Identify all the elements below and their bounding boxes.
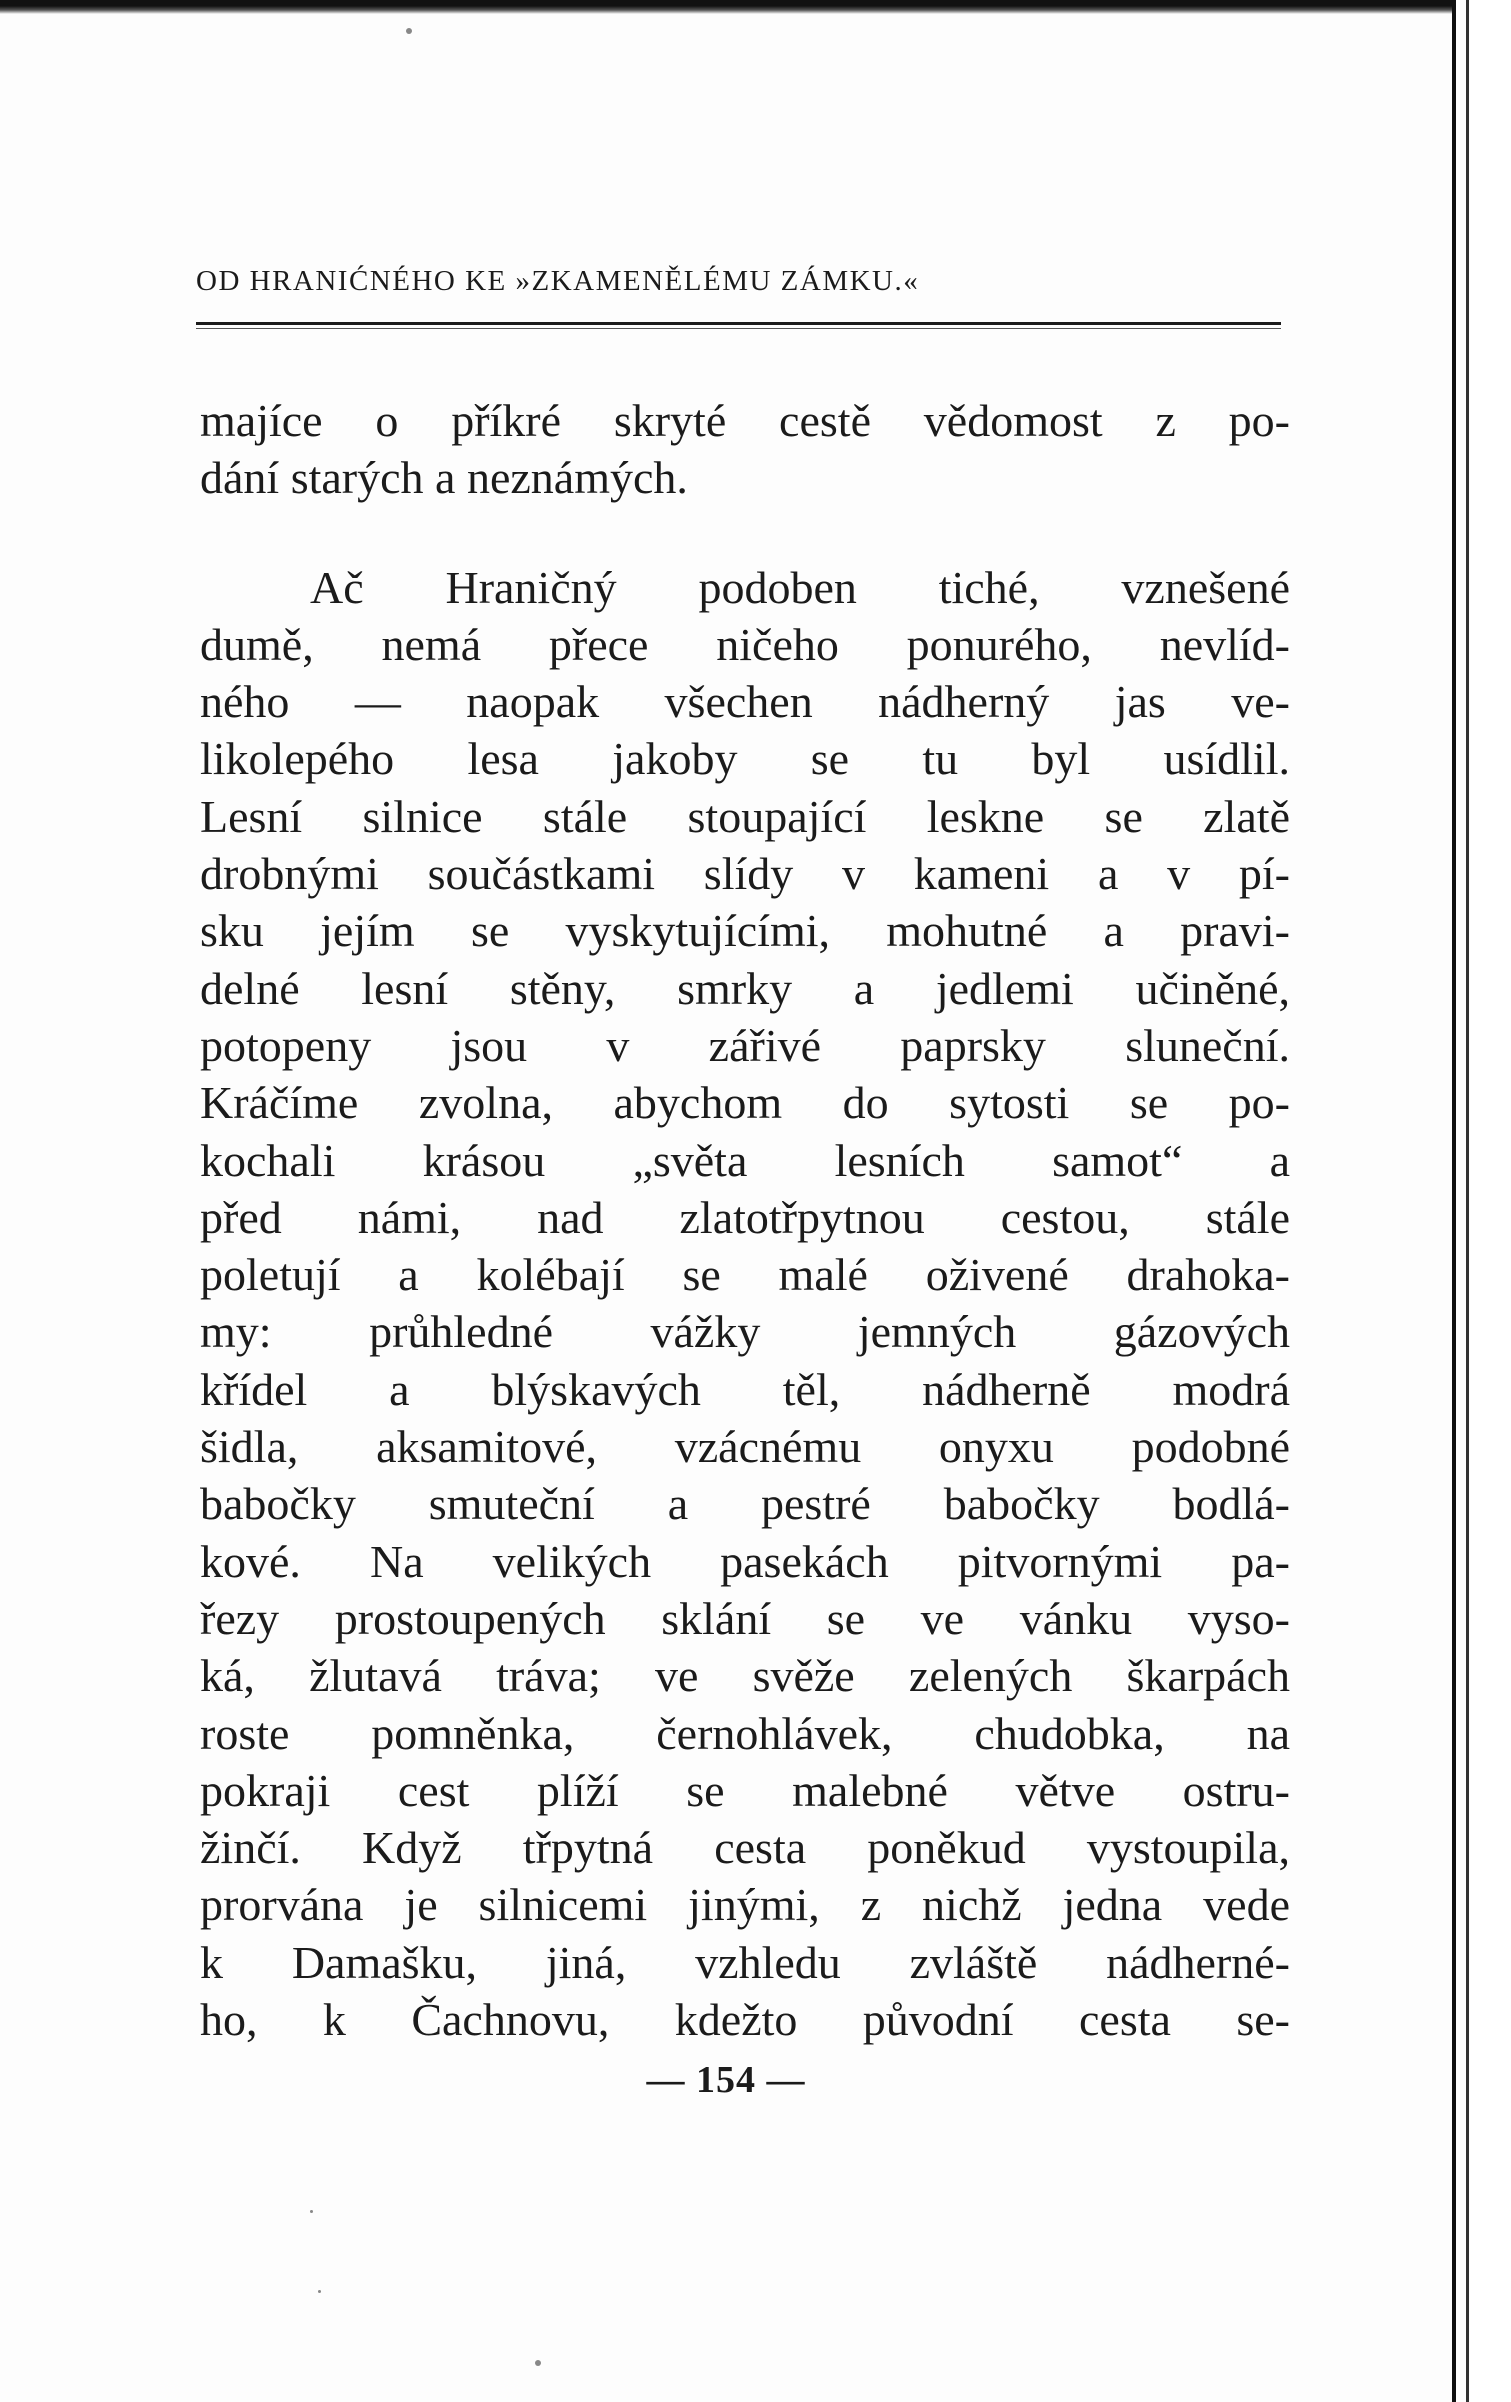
text-line: likolepého lesa jakoby se tu byl usídlil. — [200, 733, 1290, 785]
text-line: dání starých a neznámých. — [200, 452, 688, 504]
scan-top-edge — [0, 0, 1511, 14]
text-line: drobnými součástkami slídy v kameni a v pí- — [200, 848, 1290, 900]
text-line: pokraji cest plíží se malebné větve ostru- — [200, 1764, 1290, 1816]
text-line: ho, k Čachnovu, kdežto původní cesta se- — [200, 1994, 1290, 2046]
text-line: Kráčíme zvolna, abychom do sytosti se po- — [200, 1077, 1290, 1129]
text-line: poletují a kolébají se malé oživené drahoka- — [200, 1249, 1290, 1301]
scan-right-edge — [1452, 0, 1511, 2402]
text-line: k Damašku, jiná, vzhledu zvláště nádherné- — [200, 1936, 1290, 1988]
text-line: před námi, nad zlatotřpytnou cestou, stále — [200, 1191, 1290, 1243]
text-line: my: průhledné vážky jemných gázových — [200, 1306, 1290, 1358]
text-line: sku jejím se vyskytujícími, mohutné a pravi- — [200, 905, 1290, 957]
text-line: ného — naopak všechen nádherný jas ve- — [200, 676, 1290, 728]
scan-speck — [318, 2290, 321, 2293]
running-head: OD HRANIĆNÉHO KE »ZKAMENĚLÉMU ZÁMKU.« — [196, 265, 920, 297]
text-line: dumě, nemá přece ničeho ponurého, nevlíd- — [200, 618, 1290, 670]
text-line: žinčí. Když třpytná cesta poněkud vystoupila, — [200, 1822, 1290, 1874]
text-line: babočky smuteční a pestré babočky bodlá- — [200, 1478, 1290, 1530]
text-line: šidla, aksamitové, vzácnému onyxu podobné — [200, 1421, 1290, 1473]
text-line: řezy prostoupených sklání se ve vánku vyso- — [200, 1592, 1290, 1644]
text-line: delné lesní stěny, smrky a jedlemi učiněné, — [200, 962, 1290, 1014]
text-line: křídel a blýskavých těl, nádherně modrá — [200, 1363, 1290, 1415]
text-line: Ač Hraničný podoben tiché, vznešené — [310, 561, 1290, 613]
text-line: roste pomněnka, černohlávek, chudobka, na — [200, 1707, 1290, 1759]
header-rule-thin — [196, 328, 1281, 329]
body-text — [200, 392, 1290, 2048]
text-line: potopeny jsou v zářivé paprsky sluneční. — [200, 1019, 1290, 1071]
text-line: kochali krásou „světa lesních samot“ a — [200, 1134, 1290, 1186]
scan-speck — [310, 2210, 313, 2213]
header-rule — [196, 322, 1281, 325]
page-number: — 154 — — [646, 2059, 806, 2101]
text-line: ká, žlutavá tráva; ve svěže zelených škarpách — [200, 1650, 1290, 1702]
text-line: kové. Na velikých pasekách pitvornými pa- — [200, 1535, 1290, 1587]
scan-speck — [406, 28, 412, 34]
text-line: prorvána je silnicemi jinými, z nichž jedna vede — [200, 1879, 1290, 1931]
text-line: majíce o příkré skryté cestě vědomost z po- — [200, 395, 1290, 446]
scan-speck — [535, 2360, 541, 2366]
text-line: Lesní silnice stále stoupající leskne se zlatě — [200, 790, 1290, 842]
